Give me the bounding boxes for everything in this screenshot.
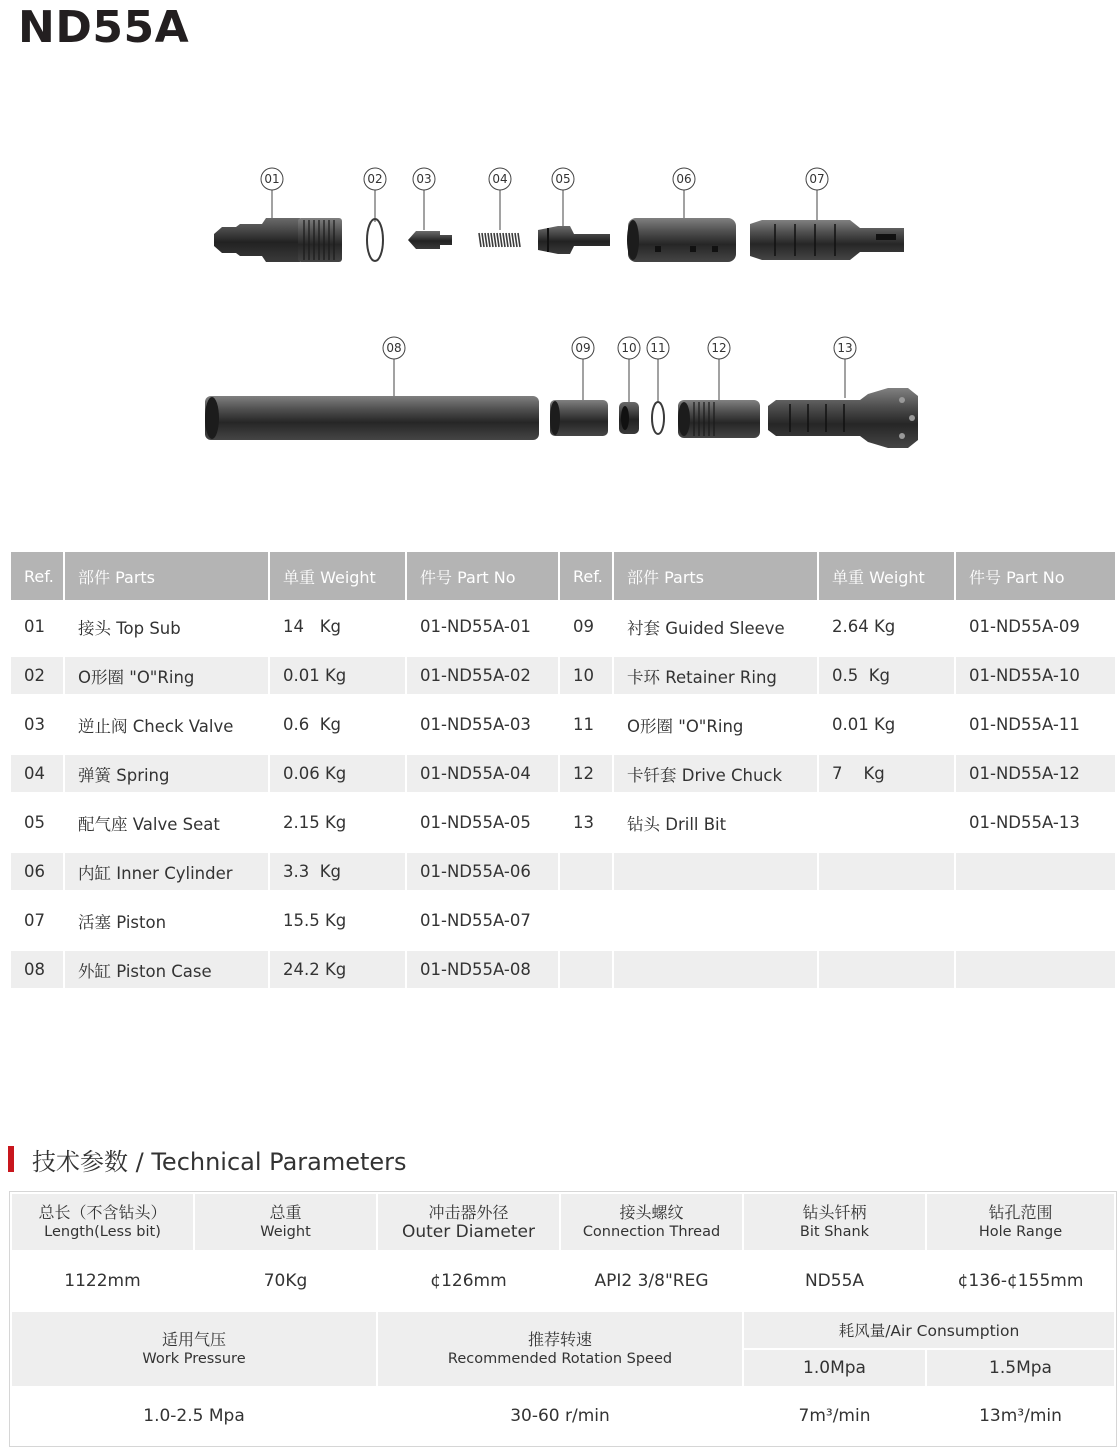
work-pressure-value: 1.0-2.5 Mpa: [12, 1388, 376, 1444]
callout-10: 10: [621, 341, 637, 355]
cell-part-no: 01-ND55A-07: [407, 896, 558, 945]
table-row: [11, 945, 1115, 994]
cell-part-no: 01-ND55A-04: [407, 749, 558, 798]
callout-11: 11: [650, 341, 666, 355]
cell-ref: 03: [11, 700, 63, 749]
cell-part-no-2: 01-ND55A-10: [956, 651, 1115, 700]
callout-03: 03: [416, 172, 432, 186]
cell-ref-2: 09: [560, 602, 612, 651]
part-retainer-ring: [619, 402, 639, 434]
section-title: 技术参数 / Technical Parameters: [32, 1147, 407, 1176]
table-row: [11, 847, 1115, 896]
tech-value-row: [12, 1252, 1114, 1310]
callout-04: 04: [492, 172, 508, 186]
header-part-no-2: 件号 Part No: [956, 552, 1115, 602]
cell-ref-2: [560, 896, 612, 945]
cell-part-no: 01-ND55A-01: [407, 602, 558, 651]
tech-header-row: [12, 1194, 1114, 1250]
cell-part-2: O形圈 "O"Ring: [614, 700, 817, 749]
cell-ref-2: 11: [560, 700, 612, 749]
hole-range-header: 钻孔范围 Hole Range: [927, 1194, 1114, 1250]
weight-header: 总重 Weight: [195, 1194, 376, 1250]
callout-06: 06: [676, 172, 692, 186]
cell-ref: 01: [11, 602, 63, 651]
cell-weight: 0.6 Kg: [270, 700, 405, 749]
header-parts: 部件 Parts: [65, 552, 268, 602]
cell-ref: 07: [11, 896, 63, 945]
callout-09: 09: [575, 341, 591, 355]
air-consumption-value-2: 13m³/min: [927, 1388, 1114, 1444]
cell-weight-2: 0.01 Kg: [819, 700, 954, 749]
header-weight: 单重 Weight: [270, 552, 405, 602]
table-row: [11, 700, 1115, 749]
air-pressure-2: 1.5Mpa: [927, 1350, 1114, 1386]
part-spring: [479, 233, 520, 247]
header-ref-2: Ref.: [560, 552, 612, 602]
cell-part: 配气座 Valve Seat: [65, 798, 268, 847]
header-ref: Ref.: [11, 552, 63, 602]
callout-07: 07: [809, 172, 825, 186]
air-consumption-header: 耗风量/Air Consumption: [744, 1312, 1114, 1348]
part-guided-sleeve: [550, 400, 608, 436]
cell-ref-2: 12: [560, 749, 612, 798]
cell-part: 弹簧 Spring: [65, 749, 268, 798]
cell-part: 内缸 Inner Cylinder: [65, 847, 268, 896]
table-row: [11, 602, 1115, 651]
cell-ref: 02: [11, 651, 63, 700]
section-accent-bar: [8, 1146, 14, 1172]
parts-table-header: [11, 552, 1115, 602]
part-o-ring-2: [652, 402, 664, 434]
callout-01: 01: [264, 172, 280, 186]
cell-weight-2: [819, 798, 954, 847]
cell-ref: 04: [11, 749, 63, 798]
cell-ref-2: [560, 945, 612, 994]
cell-weight-2: [819, 945, 954, 994]
tech-header-row-2: [12, 1312, 1114, 1348]
cell-part: 活塞 Piston: [65, 896, 268, 945]
length-value: 1122mm: [12, 1252, 193, 1310]
cell-part-no-2: 01-ND55A-11: [956, 700, 1115, 749]
header-parts-2: 部件 Parts: [614, 552, 817, 602]
cell-weight: 24.2 Kg: [270, 945, 405, 994]
technical-parameters-table: [9, 1191, 1117, 1447]
weight-value: 70Kg: [195, 1252, 376, 1310]
cell-part-no-2: [956, 896, 1115, 945]
cell-part-no-2: [956, 847, 1115, 896]
callout-13: 13: [837, 341, 853, 355]
cell-ref: 05: [11, 798, 63, 847]
air-pressure-1: 1.0Mpa: [744, 1350, 925, 1386]
table-row: [11, 749, 1115, 798]
page-title: ND55A: [18, 2, 190, 53]
cell-weight-2: 0.5 Kg: [819, 651, 954, 700]
cell-weight-2: 7 Kg: [819, 749, 954, 798]
cell-part-no: 01-ND55A-02: [407, 651, 558, 700]
work-pressure-header: 适用气压 Work Pressure: [12, 1312, 376, 1386]
part-o-ring: [367, 219, 383, 261]
length-header: 总长（不含钻头） Length(Less bit): [12, 1194, 193, 1250]
cell-part-no-2: 01-ND55A-09: [956, 602, 1115, 651]
table-row: [11, 896, 1115, 945]
bit-shank-value: ND55A: [744, 1252, 925, 1310]
technical-parameters-heading: [8, 1143, 407, 1175]
header-part-no: 件号 Part No: [407, 552, 558, 602]
cell-part-no: 01-ND55A-03: [407, 700, 558, 749]
part-piston: [750, 220, 904, 260]
air-consumption-value-1: 7m³/min: [744, 1388, 925, 1444]
part-check-valve: [408, 231, 452, 249]
cell-weight-2: 2.64 Kg: [819, 602, 954, 651]
outer-diameter-header: 冲击器外径 Outer Diameter: [378, 1194, 559, 1250]
cell-ref-2: 13: [560, 798, 612, 847]
table-row: [11, 798, 1115, 847]
callout-02: 02: [367, 172, 383, 186]
cell-part-no-2: 01-ND55A-13: [956, 798, 1115, 847]
cell-weight: 15.5 Kg: [270, 896, 405, 945]
cell-weight-2: [819, 847, 954, 896]
cell-part-2: [614, 945, 817, 994]
cell-part-2: [614, 896, 817, 945]
table-row: [11, 651, 1115, 700]
rotation-speed-value: 30-60 r/min: [378, 1388, 742, 1444]
cell-ref-2: [560, 847, 612, 896]
tech-value-row-2: [12, 1388, 1114, 1444]
cell-part-2: 衬套 Guided Sleeve: [614, 602, 817, 651]
cell-weight-2: [819, 896, 954, 945]
part-drill-bit: [768, 388, 918, 448]
cell-part-no: 01-ND55A-08: [407, 945, 558, 994]
cell-part: 外缸 Piston Case: [65, 945, 268, 994]
cell-weight: 0.06 Kg: [270, 749, 405, 798]
parts-table: [9, 552, 1117, 994]
header-weight-2: 单重 Weight: [819, 552, 954, 602]
cell-part-2: [614, 847, 817, 896]
cell-part-2: 卡钎套 Drive Chuck: [614, 749, 817, 798]
cell-weight: 2.15 Kg: [270, 798, 405, 847]
bit-shank-header: 钻头钎柄 Bit Shank: [744, 1194, 925, 1250]
callout-05: 05: [555, 172, 571, 186]
cell-part-no: 01-ND55A-05: [407, 798, 558, 847]
hole-range-value: ¢136-¢155mm: [927, 1252, 1114, 1310]
cell-ref: 06: [11, 847, 63, 896]
part-drive-chuck: [678, 400, 760, 438]
cell-ref-2: 10: [560, 651, 612, 700]
cell-part-2: 钻头 Drill Bit: [614, 798, 817, 847]
cell-part-no-2: [956, 945, 1115, 994]
part-valve-seat: [538, 226, 610, 254]
cell-part: 接头 Top Sub: [65, 602, 268, 651]
cell-part-2: 卡环 Retainer Ring: [614, 651, 817, 700]
callout-12: 12: [711, 341, 727, 355]
cell-part: O形圈 "O"Ring: [65, 651, 268, 700]
cell-part-no: 01-ND55A-06: [407, 847, 558, 896]
exploded-parts-diagram: [0, 150, 1120, 450]
connection-thread-value: API2 3/8"REG: [561, 1252, 742, 1310]
cell-weight: 14 Kg: [270, 602, 405, 651]
connection-thread-header: 接头螺纹 Connection Thread: [561, 1194, 742, 1250]
outer-diameter-value: ¢126mm: [378, 1252, 559, 1310]
cell-weight: 3.3 Kg: [270, 847, 405, 896]
part-inner-cylinder: [627, 218, 736, 262]
cell-part: 逆止阀 Check Valve: [65, 700, 268, 749]
part-piston-case: [205, 396, 539, 440]
part-top-sub: [214, 218, 342, 262]
rotation-speed-header: 推荐转速 Recommended Rotation Speed: [378, 1312, 742, 1386]
cell-weight: 0.01 Kg: [270, 651, 405, 700]
cell-part-no-2: 01-ND55A-12: [956, 749, 1115, 798]
cell-ref: 08: [11, 945, 63, 994]
callout-08: 08: [386, 341, 402, 355]
